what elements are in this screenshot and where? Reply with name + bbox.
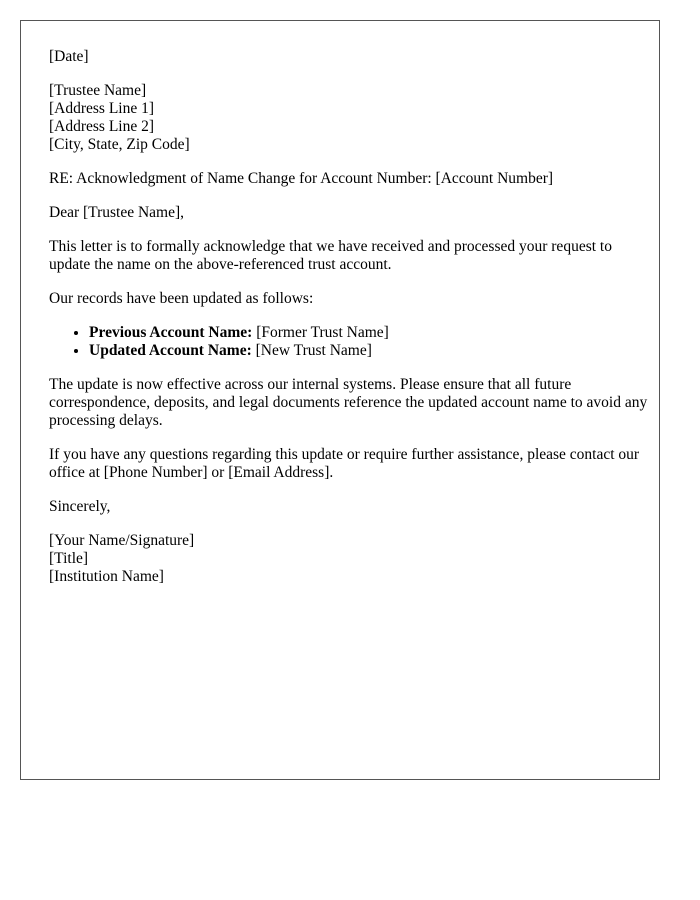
body-paragraph-3: If you have any questions regarding this update or require further assistance, please contact our office at [Phone Number] or [Email Address]. [49, 446, 640, 481]
previous-name-value: [Former Trust Name] [252, 324, 389, 341]
letter-date: [Date] [49, 48, 89, 65]
signature-institution: [Institution Name] [49, 568, 164, 585]
letter-body [49, 48, 649, 602]
records-list [49, 324, 649, 360]
salutation: Dear [Trustee Name], [49, 204, 185, 221]
signature-block [49, 532, 649, 586]
updated-name-value: [New Trust Name] [251, 342, 372, 359]
closing: Sincerely, [49, 498, 111, 515]
list-item-previous-name [89, 324, 649, 342]
recipient-address-line-1: [Address Line 1] [49, 100, 155, 117]
body-paragraph-1: This letter is to formally acknowledge that we have received and processed your request to update the name on the above-referenced trust account. [49, 238, 612, 273]
subject-line: RE: Acknowledgment of Name Change for Account Number: [Account Number] [49, 170, 554, 187]
recipient-name: [Trustee Name] [49, 82, 147, 99]
signature-title: [Title] [49, 550, 89, 567]
recipient-address-line-2: [Address Line 2] [49, 118, 155, 135]
recipient-city-state-zip: [City, State, Zip Code] [49, 136, 190, 153]
previous-name-label: Previous Account Name: [89, 324, 253, 341]
body-paragraph-2: The update is now effective across our internal systems. Please ensure that all future correspondence, deposits, and legal documents reference the updated account name to avoid any processing delays. [49, 376, 648, 429]
signature-name: [Your Name/Signature] [49, 532, 195, 549]
recipient-address-block [49, 82, 649, 154]
list-item-updated-name [89, 342, 649, 360]
records-intro: Our records have been updated as follows: [49, 290, 314, 307]
updated-name-label: Updated Account Name: [89, 342, 252, 359]
